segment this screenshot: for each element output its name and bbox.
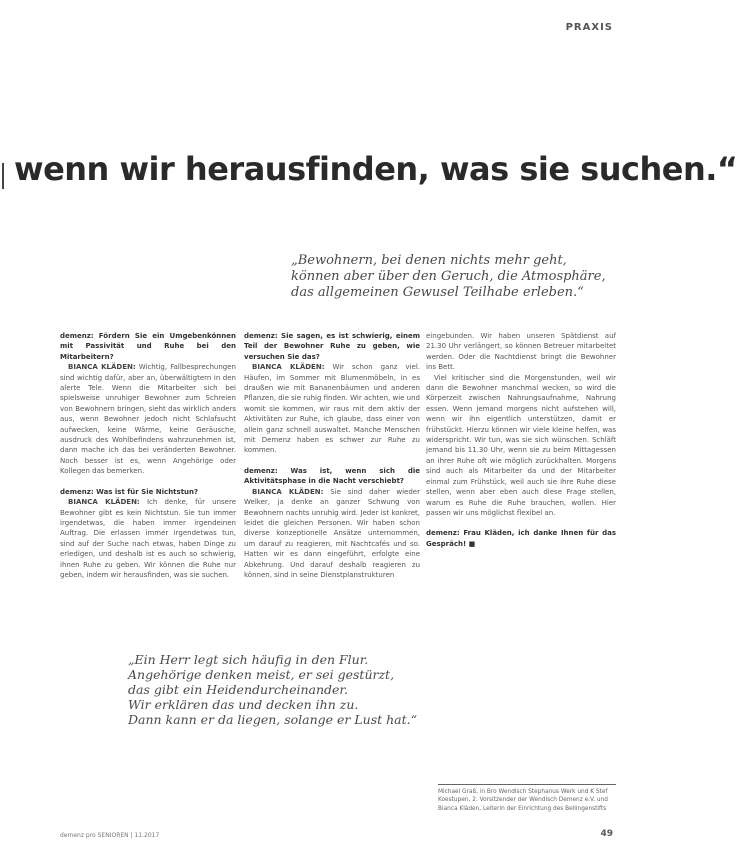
- interview-question: demenz: Was ist für Sie Nichtstun?: [60, 487, 199, 496]
- interview-answer: [60, 497, 236, 580]
- interview-question: demenz: Was ist, wenn sich die Aktivitätsphase in die Nacht verschiebt?: [244, 466, 420, 486]
- answer-text: Viel kritischer sind die Morgenstunden, weil wir dann die Bewohner manchmal wecken, so wird die Körperzeit zwischen Nahrungsaufnahme, Nahrung essen. Wenn jemand morgens nicht aufstehen will, wenn wir ihn eigentlich unterstützen, damit er frühstückt. Hierzu können wir viele kleine helfen, was widerspricht. Wir tun, was sie sich wünschen. Schläft jemand bis 11.30 Uhr, wenn sie zu beim Mittagessen an ihrer Ruhe oft wie möglich zurückhalten. Morgens sind auch als Mitarbeiter da und der Mitarbeiter einmal zum Frühstück, weil auch sie ihre Ruhe diese stellen, wenn aber eben auch diese Frage stellen, warum es Ruhe die Ruhe brauchen, wollen. Hier passen wir uns möglichst flexibel an.: [426, 373, 616, 517]
- interview-question: demenz: Fördern Sie ein Umgebenkönnen mit Passivität und Ruhe bei den Mitarbeitern?: [60, 332, 236, 361]
- quote-line: „Bewohnern, bei denen nichts mehr geht,: [291, 253, 567, 268]
- quote-line: Dann kann er da liegen, solange er Lust hat.“: [128, 712, 418, 727]
- speaker-name: BIANCA KLÄDEN:: [252, 363, 325, 372]
- answer-text: Wichtig, Fallbesprechungen sind wichtig dafür, aber an, überwältigtern in den alerte Tele. Wenn die Mitarbeiter sich bei spielsweise unruhiger Bewohner zum Schreien von Bewohnern bringen, sieht das wirklich anders aus, wenn Bewohner jedoch nicht Schlafsucht aufwecken, keine Wärme, keine Geräusche, ausdruck des Wohlbefindens wahrzunehmen ist, dann mache ich das bei veränderten Bewohner. Noch besser ist es, wenn Angehörige oder Kollegen das bemerken.: [60, 363, 236, 476]
- answer-text: Sie sind daher wieder Welker, ja denke an ganzer Schwung von Bewohnern nachts unruhig wird. Jeder ist konkret, leidet die gleichen Personen. Wir haben schon diverse konzeptionelle Ansätze unternommen, um darauf zu reagieren, mit Nachtcafés und so. Hatten wir es dann eingeführt, erfolgte eine Abkehrung. Und darauf deshalb reagieren zu können, sind in seine Dienstplanstrukturen: [244, 487, 420, 579]
- interview-question: demenz: Sie sagen, es ist schwierig, einem Teil der Bewohner Ruhe zu geben, wie versuchen Sie das?: [244, 332, 420, 361]
- speaker-name: BIANCA KLÄDEN:: [68, 363, 136, 372]
- section-label: PRAXIS: [565, 22, 613, 33]
- pull-quote-top: [291, 253, 611, 301]
- quote-line: Wir erklären das und decken ihn zu.: [128, 697, 359, 712]
- closing-question: demenz: Frau Kläden, ich danke Ihnen für das Gespräch! ■: [426, 529, 616, 548]
- interview-answer: [244, 487, 420, 581]
- headline: wenn wir herausfinden, was sie suchen.“: [14, 150, 737, 188]
- footer-publication: demenz pro SENIOREN | 11.2017: [60, 832, 160, 839]
- answer-text: Ich denke, für unsere Bewohner gibt es kein Nichtstun. Sie tun immer irgendetwas, die haben immer irgendeinen Auftrag. Die erlassen immer irgendetwas tun, sind auf der Suche nach etwas, haben Dinge zu erledigen, und deshalb ist es auch so schwierig, ihnen Ruhe zu geben. Wir können die Ruhe nur geben, indem wir herausfinden, was sie suchen.: [60, 498, 237, 579]
- speaker-name: BIANCA KLÄDEN:: [68, 498, 140, 507]
- quote-line: „Ein Herr legt sich häufig in den Flur.: [128, 652, 369, 667]
- pull-quote-bottom: [128, 652, 428, 727]
- article-column-3: [426, 331, 616, 549]
- quote-line: können aber über den Geruch, die Atmosphäre,: [291, 269, 606, 284]
- answer-text: eingebunden. Wir haben unseren Spätdienst auf 21.30 Uhr verlängert, so können Betreuer mitarbeitet werden. Oder die Nachtdienst bringt die Bewohner ins Bett.: [426, 332, 616, 372]
- answer-text: Wir schon ganz viel. Häufen, im Sommer mit Blumenmöbeln, in es draußen wie mit Bananenbäumen und anderen Pflanzen, die sie ruhig finden. Wir achten, wie und womit sie kommen, wir raus mit dem aktiv der Aktivitäten zur Ruhe, ich glaube, dass einer von allein ganz schnell auswaltet. Manche Menschen mit Demenz haben es schwer zur Ruhe zu kommen.: [244, 363, 420, 455]
- interview-answer: [60, 362, 236, 476]
- speaker-name: BIANCA KLÄDEN:: [252, 487, 324, 496]
- article-column-2: [244, 331, 420, 580]
- page-number: 49: [600, 829, 613, 839]
- photo-credit: Michael Graß, in Bro Wendisch Stephanus Werk und K Stef Koestupen, 2. Vorsitzender der Wendisch Demenz e.V. und Bianca Kläden, Leiterin der Einrichtung des Bellingenstifts: [438, 784, 616, 813]
- interview-answer: [244, 362, 420, 456]
- quote-line: Angehörige denken meist, er sei gestürzt,: [128, 667, 395, 682]
- headline-bar: [2, 163, 4, 189]
- article-column-1: [60, 331, 236, 580]
- quote-line: das gibt ein Heidendurcheinander.: [128, 682, 349, 697]
- quote-line: das allgemeinen Gewusel Teilhabe erleben.“: [291, 285, 584, 300]
